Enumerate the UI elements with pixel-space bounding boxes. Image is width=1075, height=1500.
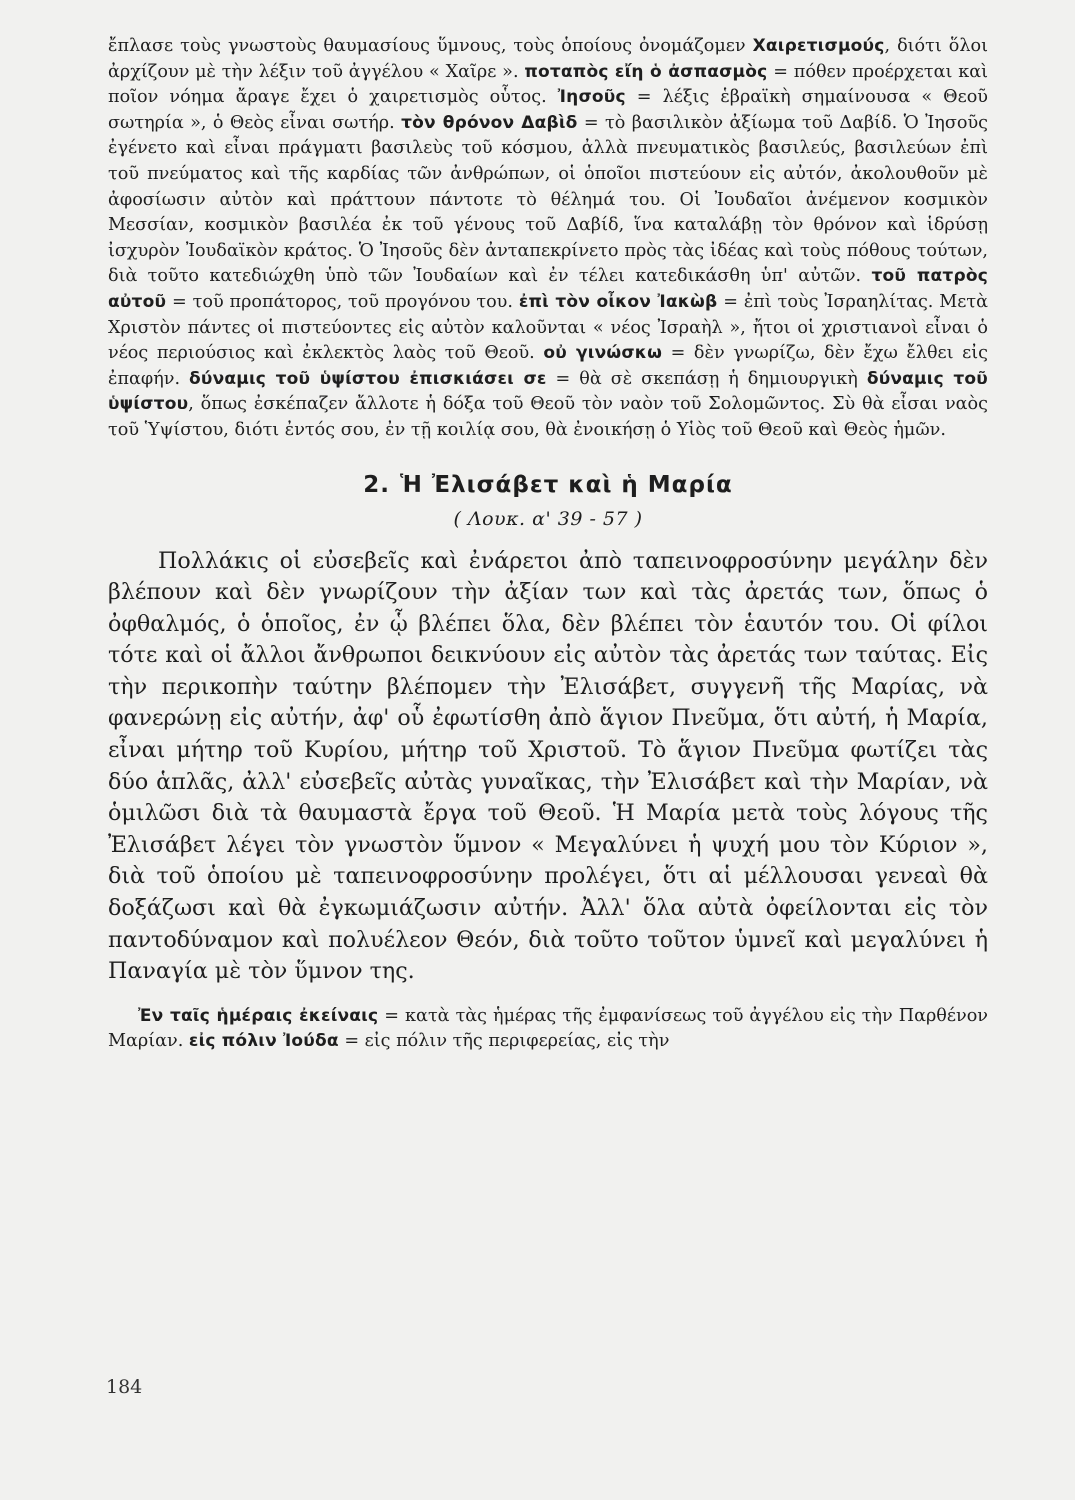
text-run: = κατὰ τὰς ἡμέρας τῆς ἐμφανίσεως τοῦ ἀγγέλου εἰς τὴν Παρθένον Μαρίαν.: [108, 1005, 988, 1052]
gloss-term: Ἰησοῦς: [557, 87, 626, 108]
main-paragraph: Πολλάκις οἱ εὐσεβεῖς καὶ ἐνάρετοι ἀπὸ ταπεινοφροσύνην μεγάλην δὲν βλέπουν καὶ δὲν γνωρίζουν τὴν ἀξίαν των καὶ τὰς ἀρετάς των, ὅπως ὁ ὀφθαλμός, ὁ ὁποῖος, ἐν ᾧ βλέπει ὅλα, δὲν βλέπει τὸν ἑαυτόν του. Οἱ φίλοι τότε καὶ οἱ ἄλλοι ἄνθρωποι δεικνύουν εἰς αὐτὸν τὰς ἀρετάς των ταύτας. Εἰς τὴν περικοπὴν ταύτην βλέπομεν τὴν Ἐλισάβετ, συγγενῆ τῆς Μαρίας, νὰ φανερώνῃ εἰς αὐτήν, ἀφ' οὗ ἐφωτίσθη ἀπὸ ἅγιον Πνεῦμα, ὅτι αὐτή, ἡ Μαρία, εἶναι μήτηρ τοῦ Κυρίου, μήτηρ τοῦ Χριστοῦ. Τὸ ἅγιον Πνεῦμα φωτίζει τὰς δύο ἁπλᾶς, ἀλλ' εὐσεβεῖς αὐτὰς γυναῖκας, τὴν Ἐλισάβετ καὶ τὴν Μαρίαν, νὰ ὁμιλῶσι διὰ τὰ θαυμαστὰ ἔργα τοῦ Θεοῦ. Ἡ Μαρία μετὰ τοὺς λόγους τῆς Ἐλισάβετ λέγει τὸν γνωστὸν ὕμνον « Μεγαλύνει ἡ ψυχή μου τὸν Κύριον », διὰ τοῦ ὁποίου μὲ ταπεινοφροσύνην προλέγει, ὅτι αἱ μέλλουσαι γενεαὶ θὰ δοξάζωσι καὶ θὰ ἐγκωμιάζωσιν αὐτήν. Ἀλλ' ὅλα αὐτὰ ὀφείλονται εἰς τὸν παντοδύναμον καὶ πολυέλεον Θεόν, διὰ τοῦτο τοῦτον ὑμνεῖ καὶ μεγαλύνει ἡ Παναγία μὲ τὸν ὕμνον της.: [108, 547, 988, 985]
gloss-term: δύναμις τοῦ ὑψίστου ἐπισκιάσει σε: [189, 368, 547, 389]
gloss-term: δύναμις τοῦ ὑψίστου: [108, 368, 988, 415]
text-run: = τοῦ προπάτορος, τοῦ προγόνου του.: [166, 291, 519, 312]
gloss-term: εἰς πόλιν Ἰούδα: [188, 1031, 339, 1052]
text-run: = πόθεν προέρχεται καὶ ποῖον νόημα ἄραγε ἔχει ὁ χαιρετισμὸς οὗτος.: [108, 61, 988, 108]
section-heading: [108, 472, 988, 498]
gloss-term: ἐπὶ τὸν οἶκον Ἰακὼβ: [518, 291, 718, 312]
text-run: , διότι ὅλοι ἀρχίζουν μὲ τὴν λέξιν τοῦ ἀγγέλου « Χαῖρε ».: [108, 36, 988, 82]
scripture-reference: ( Λουκ. α' 39 - 57 ): [453, 507, 643, 530]
text-run: = τὸ βασιλικὸν ἀξίωμα τοῦ Δαβίδ. Ὁ Ἰησοῦς ἐγένετο καὶ εἶναι πράγματι βασιλεὺς τοῦ κόσμου, ἀλλὰ πνευματικὸς βασιλεύς, βασιλεύων ἐπὶ τοῦ πνεύματος καὶ τῆς καρδίας τῶν ἀνθρώπων, οἱ ὁποῖοι πιστεύουν εἰς αὐτόν, ἀκολουθοῦν μὲ ἀφοσίωσιν αὐτὸν καὶ πράττουν πάντοτε τὸ θέλημά του. Οἱ Ἰουδαῖοι ἀνέμενον κοσμικὸν Μεσσίαν, κοσμικὸν βασιλέα ἐκ τοῦ γένους τοῦ Δαβίδ, ἵνα καταλάβῃ τὸν θρόνον καὶ ἱδρύσῃ ἰσχυρὸν Ἰουδαϊκὸν κράτος. Ὁ Ἰησοῦς δὲν ἀνταπεκρίνετο πρὸς τὰς ἰδέας καὶ τοὺς πόθους τούτων, διὰ τοῦτο κατεδιώχθη ὑπὸ τῶν Ἰουδαίων καὶ ἐν τέλει κατεδικάσθη ὑπ' αὐτῶν.: [108, 112, 989, 287]
page-content: [108, 34, 988, 1055]
text-run: = δὲν γνωρίζω, δὲν ἔχω ἔλθει εἰς ἐπαφήν.: [108, 343, 988, 389]
text-run: ἔπλασε τοὺς γνωστοὺς θαυμασίους ὕμνους, τοὺς ὁποίους ὀνομάζομεν: [108, 36, 753, 56]
text-run: = ἐπὶ τοὺς Ἰσραηλίτας. Μετὰ Χριστὸν πάντες οἱ πιστεύοντες εἰς αὐτὸν καλοῦνται « νέος Ἰσραὴλ », ἤτοι οἱ χριστιανοὶ εἶναι ὁ νέος περιούσιος καὶ ἐκλεκτὸς λαὸς τοῦ Θεοῦ.: [108, 291, 988, 364]
section-number: 2.: [363, 471, 391, 498]
text-run: , ὅπως ἐσκέπαζεν ἄλλοτε ἡ δόξα τοῦ Θεοῦ τὸν ναὸν τοῦ Σολομῶντος. Σὺ θὰ εἶσαι ναὸς τοῦ Ὑψίστου, διότι ἐντός σου, ἐν τῇ κοιλίᾳ σου, θὰ ἐνοικήσῃ ὁ Υἱὸς τοῦ Θεοῦ καὶ Θεὸς ἡμῶν.: [108, 394, 988, 440]
text-run: = λέξις ἑβραϊκὴ σημαίνουσα « Θεοῦ σωτηρία », ὁ Θεὸς εἶναι σωτήρ.: [108, 87, 988, 133]
main-text: [108, 546, 988, 988]
gloss-term: Ἐν ταῖς ἡμέραις ἐκείναις: [138, 1005, 379, 1026]
text-run: = εἰς πόλιν τῆς περιφερείας, εἰς τὴν: [338, 1031, 670, 1052]
gloss-term: Χαιρετισμούς: [752, 36, 885, 56]
gloss-term: τοῦ πατρὸς αὐτοῦ: [108, 266, 988, 312]
gloss-term: τὸν θρόνον Δαβὶδ: [401, 112, 578, 133]
page-number: 184: [106, 1376, 143, 1398]
commentary-paragraph: [108, 1004, 988, 1055]
commentary-paragraph: [108, 34, 988, 444]
commentary-top: [108, 34, 988, 444]
section-title: Ἡ Ἐλισάβετ καὶ ἡ Μαρία: [400, 471, 733, 498]
commentary-bottom: [108, 1004, 988, 1055]
text-run: = θὰ σὲ σκεπάσῃ ἡ δημιουργικὴ: [546, 368, 867, 389]
gloss-term: οὐ γινώσκω: [543, 343, 663, 364]
gloss-term: ποταπὸς εἴη ὁ ἀσπασμὸς: [524, 61, 768, 82]
